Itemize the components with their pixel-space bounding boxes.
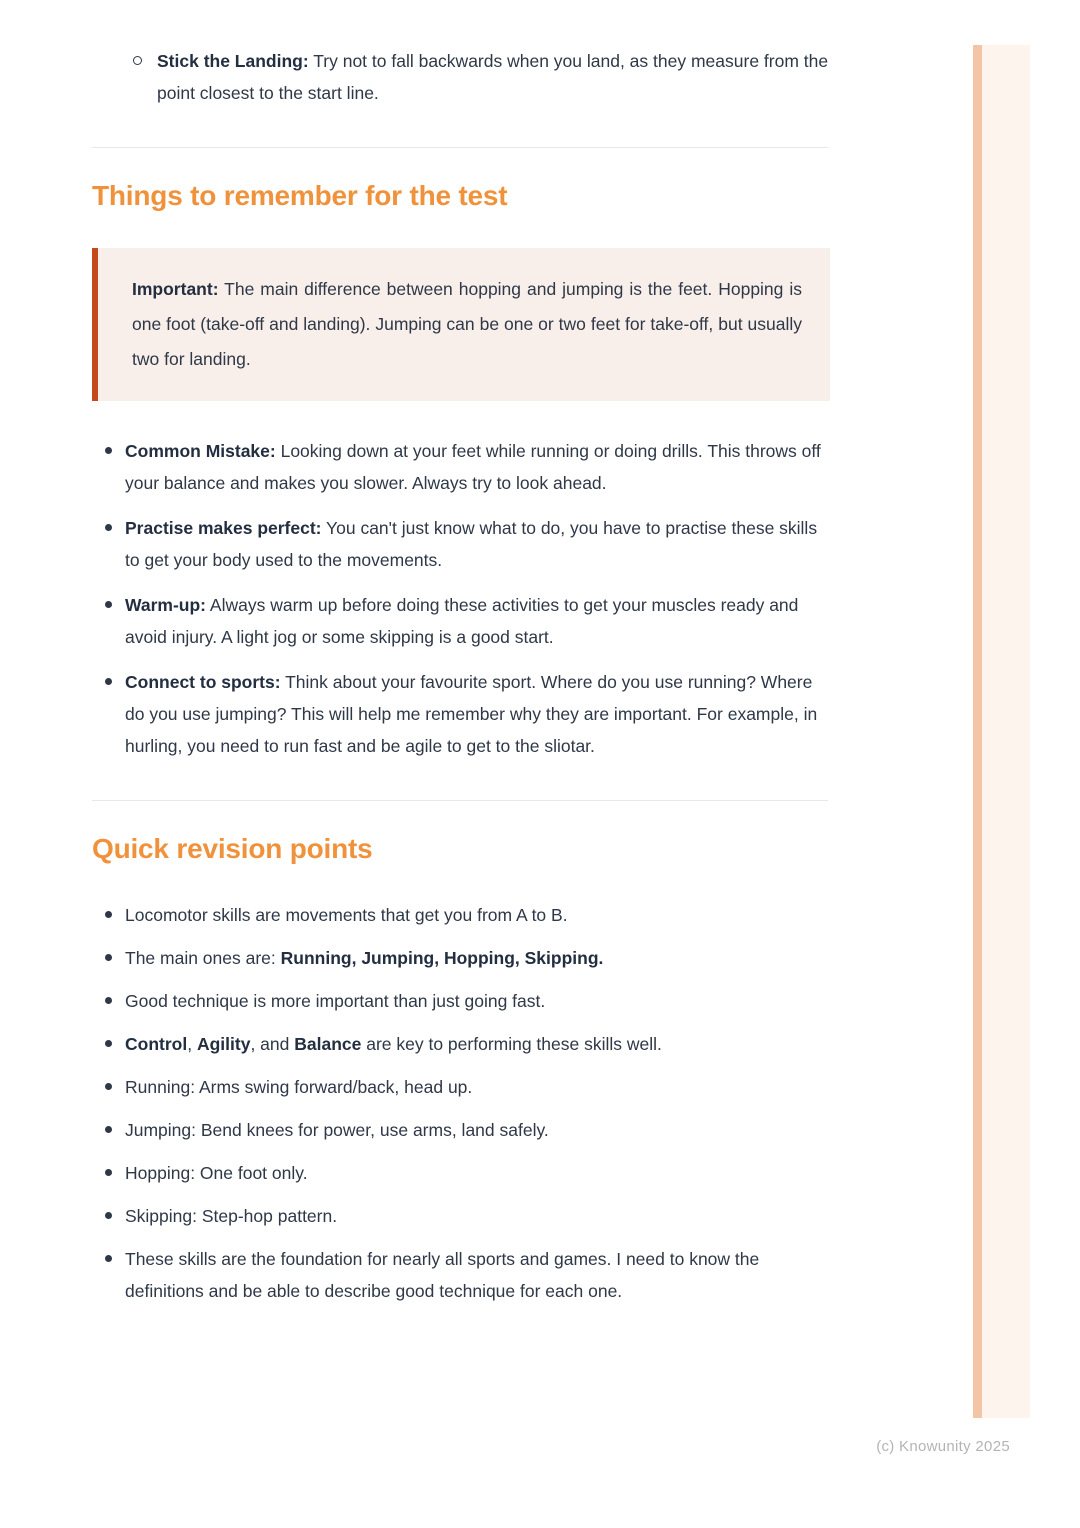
bullet-marker — [92, 1028, 125, 1060]
bullet-marker — [92, 1243, 125, 1307]
list-item-text: Practise makes perfect: You can't just know what to do, you have to practise these skills to get your body used to the movements. — [125, 518, 818, 570]
dot-bullet-icon — [105, 678, 112, 685]
list-item — [92, 985, 830, 1017]
list-item-text: Control, Agility, and Balance are key to performing these skills well. — [125, 1034, 662, 1054]
bullet-marker — [92, 1114, 125, 1146]
dot-bullet-icon — [105, 1083, 112, 1090]
list-item-text: Good technique is more important than just going fast. — [125, 991, 546, 1011]
things-to-remember-list — [92, 435, 830, 762]
bullet-marker — [92, 942, 125, 974]
list-item-text: These skills are the foundation for nearly all sports and games. I need to know the definitions and be able to describe good technique for each one. — [125, 1249, 760, 1301]
bullet-marker — [92, 589, 125, 653]
callout-text: Important: The main difference between hopping and jumping is the feet. Hopping is one foot (take-off and landing). Jumping can be one or two feet for take-off, but usually two for landing. — [132, 279, 802, 369]
intro-sub-bullet — [92, 45, 830, 109]
dot-bullet-icon — [105, 997, 112, 1004]
footer-copyright: (c) Knowunity 2025 — [876, 1438, 1010, 1455]
bullet-marker — [92, 666, 125, 762]
list-item — [92, 1243, 830, 1307]
dot-bullet-icon — [105, 1255, 112, 1262]
bullet-marker — [92, 435, 125, 499]
dot-bullet-icon — [105, 601, 112, 608]
list-item — [92, 666, 830, 762]
intro-bullet-text: Stick the Landing: Try not to fall backwards when you land, as they measure from the point closest to the start line. — [157, 51, 829, 103]
list-item-text: Skipping: Step-hop pattern. — [125, 1206, 338, 1226]
dot-bullet-icon — [105, 447, 112, 454]
section-divider — [92, 800, 828, 801]
dot-bullet-icon — [105, 1169, 112, 1176]
important-callout — [92, 248, 830, 401]
hollow-circle-bullet-icon — [133, 56, 142, 65]
list-item-text: Common Mistake: Looking down at your feet while running or doing drills. This throws off your balance and makes you slower. Always try to look ahead. — [125, 441, 821, 493]
list-item — [92, 589, 830, 653]
list-item — [92, 899, 830, 931]
dot-bullet-icon — [105, 524, 112, 531]
list-item — [92, 512, 830, 576]
list-item-text: Connect to sports: Think about your favourite sport. Where do you use running? Where do you use jumping? This will help me remember why they are important. For example, in hurling, you need to run fast and be agile to get to the sliotar. — [125, 672, 818, 756]
list-item-text: Hopping: One foot only. — [125, 1163, 308, 1183]
bullet-marker — [92, 985, 125, 1017]
list-item-text: The main ones are: Running, Jumping, Hopping, Skipping. — [125, 948, 604, 968]
list-item — [92, 1028, 830, 1060]
bullet-marker — [92, 1200, 125, 1232]
list-item — [92, 942, 830, 974]
list-item — [92, 1157, 830, 1189]
list-item-text: Locomotor skills are movements that get you from A to B. — [125, 905, 568, 925]
bullet-marker — [92, 512, 125, 576]
bullet-marker — [92, 45, 157, 109]
bullet-marker — [92, 899, 125, 931]
list-item — [92, 1071, 830, 1103]
dot-bullet-icon — [105, 911, 112, 918]
bullet-marker — [92, 1157, 125, 1189]
section-title-quick-revision: Quick revision points — [92, 833, 373, 864]
dot-bullet-icon — [105, 1126, 112, 1133]
dot-bullet-icon — [105, 954, 112, 961]
document-content — [92, 0, 830, 1318]
list-item-text: Jumping: Bend knees for power, use arms, land safely. — [125, 1120, 549, 1140]
bullet-marker — [92, 1071, 125, 1103]
list-item-text: Running: Arms swing forward/back, head up. — [125, 1077, 473, 1097]
list-item — [92, 435, 830, 499]
dot-bullet-icon — [105, 1212, 112, 1219]
right-accent-strip-line — [973, 45, 982, 1418]
list-item — [92, 1200, 830, 1232]
section-title-things-to-remember: Things to remember for the test — [92, 180, 508, 211]
right-accent-strip — [982, 45, 1030, 1418]
list-item — [92, 1114, 830, 1146]
section-divider — [92, 147, 828, 148]
quick-revision-list — [92, 899, 830, 1307]
dot-bullet-icon — [105, 1040, 112, 1047]
list-item-text: Warm-up: Always warm up before doing these activities to get your muscles ready and avoid injury. A light jog or some skipping is a good start. — [125, 595, 799, 647]
